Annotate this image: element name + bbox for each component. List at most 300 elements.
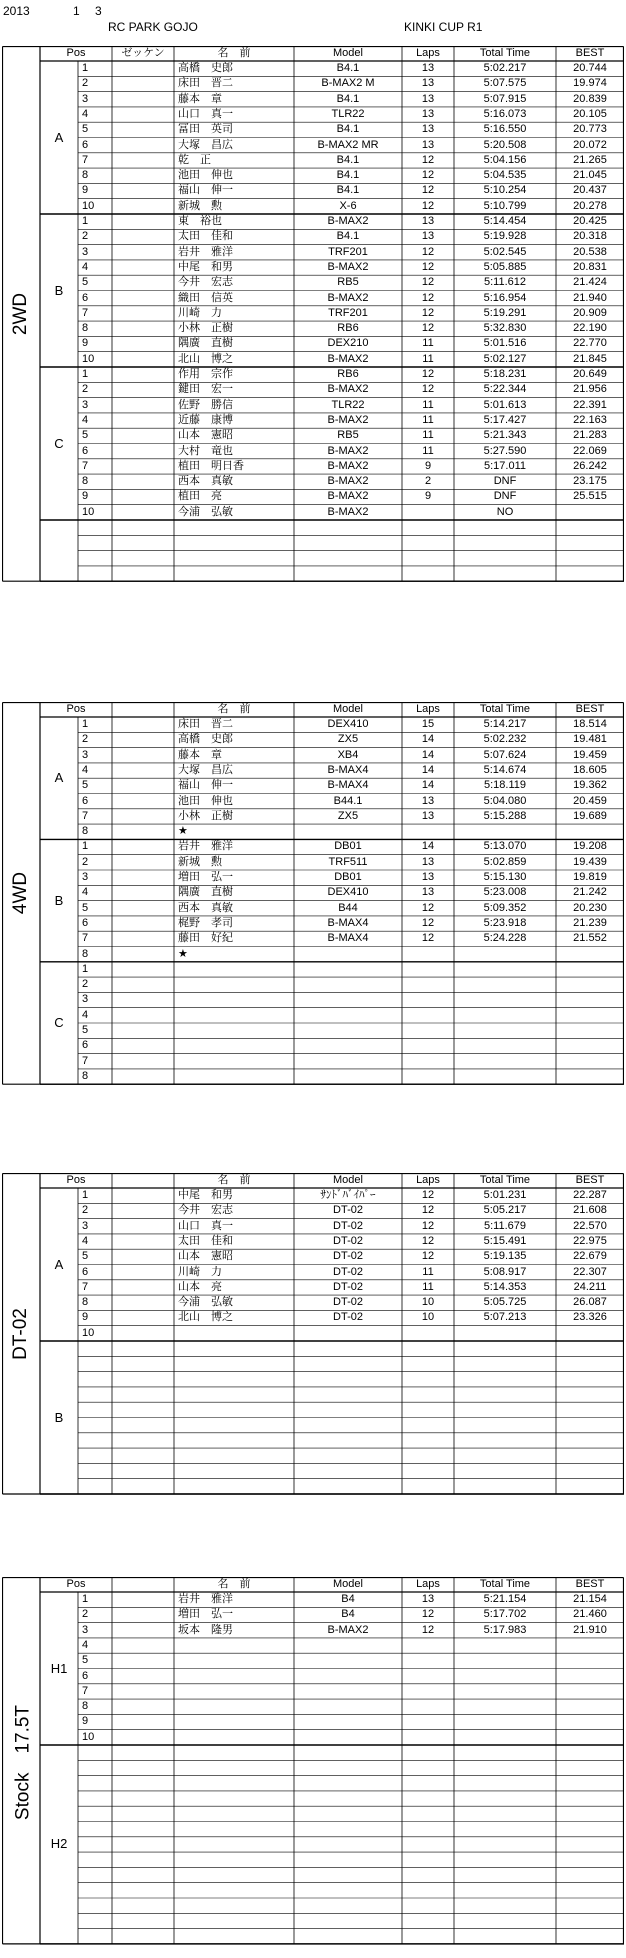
- column-header-pos: Pos: [66, 1578, 86, 1590]
- row-name: 小林 正樹: [178, 322, 233, 335]
- date-month: 1: [73, 4, 80, 18]
- row-model: B4: [341, 1608, 355, 1621]
- row-pos: 1: [82, 215, 89, 227]
- column-header-model: Model: [333, 1174, 363, 1186]
- row-name: 佐野 勝信: [178, 398, 233, 411]
- row-name: 大塚 昌広: [178, 763, 233, 776]
- row-total-time: 5:21.154: [483, 1593, 527, 1605]
- row-model: DT-02: [333, 1311, 363, 1324]
- row-pos: 7: [82, 306, 89, 319]
- row-pos: 5: [82, 276, 89, 289]
- row-best-lap: 21.608: [573, 1204, 607, 1217]
- row-laps: 13: [421, 215, 435, 227]
- row-name: 福山 伸一: [178, 184, 233, 197]
- row-best-lap: 26.242: [573, 459, 607, 472]
- column-header-best: BEST: [575, 1174, 605, 1186]
- heat-label: B: [54, 892, 64, 908]
- row-best-lap: 22.307: [573, 1265, 607, 1278]
- row-pos: 4: [82, 886, 89, 899]
- row-pos: 3: [82, 1623, 89, 1636]
- row-total-time: 5:16.550: [483, 123, 527, 136]
- row-total-time: 5:02.232: [483, 733, 527, 746]
- row-total-time: 5:17.427: [483, 413, 527, 426]
- row-laps: 12: [421, 383, 435, 396]
- row-best-lap: 19.689: [573, 809, 607, 822]
- row-best-lap: 22.069: [573, 444, 607, 457]
- row-pos: 6: [82, 794, 89, 807]
- row-model: B-MAX2: [327, 459, 369, 472]
- row-model: TRF511: [328, 855, 368, 868]
- row-pos: 8: [82, 322, 89, 335]
- row-total-time: 5:22.344: [483, 383, 527, 396]
- row-total-time: 5:17.983: [483, 1623, 527, 1636]
- row-model: B-MAX4: [327, 779, 369, 792]
- row-name: 池田 伸也: [178, 169, 233, 182]
- row-total-time: 5:15.491: [483, 1234, 527, 1247]
- row-total-time: 5:05.725: [483, 1296, 527, 1309]
- column-header-pos: Pos: [66, 1174, 86, 1186]
- row-best-lap: 21.424: [573, 276, 607, 289]
- class-label: 2WD: [10, 292, 31, 335]
- row-name: 植田 亮: [178, 490, 222, 503]
- row-laps: 14: [421, 779, 435, 792]
- row-pos: 8: [82, 947, 89, 960]
- column-header-pos: Pos: [66, 47, 86, 59]
- row-total-time: 5:09.352: [483, 901, 527, 914]
- row-name: 山本 憲昭: [178, 429, 233, 442]
- class-label: Stock 17.5T: [12, 1705, 34, 1821]
- row-best-lap: 22.287: [573, 1189, 607, 1201]
- row-model: B-MAX2: [327, 352, 369, 365]
- row-laps: 10: [421, 1296, 435, 1309]
- row-name: 新城 勲: [178, 199, 222, 212]
- column-header-pos: Pos: [66, 703, 86, 715]
- row-total-time: 5:08.917: [483, 1265, 527, 1278]
- row-pos: 1: [82, 1189, 89, 1201]
- row-total-time: 5:11.679: [483, 1219, 526, 1232]
- heat-label: H2: [50, 1836, 68, 1852]
- row-best-lap: 20.831: [573, 260, 607, 273]
- heat-label: C: [54, 435, 64, 451]
- row-pos: 1: [82, 1593, 89, 1605]
- row-total-time: 5:19.928: [483, 230, 527, 243]
- row-name: 今井 宏志: [178, 1204, 233, 1217]
- row-total-time: 5:05.885: [483, 260, 527, 273]
- class-label: 4WD: [10, 871, 31, 915]
- row-pos: 3: [82, 92, 89, 105]
- row-model: RB6: [337, 322, 359, 335]
- row-name: 織田 信英: [178, 291, 233, 304]
- row-pos: 8: [82, 169, 89, 182]
- row-total-time: 5:16.954: [483, 291, 527, 304]
- row-best-lap: 19.974: [573, 77, 607, 90]
- row-total-time: 5:07.213: [483, 1311, 527, 1324]
- row-laps: 12: [421, 276, 435, 289]
- row-best-lap: 23.326: [573, 1311, 607, 1324]
- row-laps: 12: [421, 368, 435, 380]
- row-best-lap: 21.265: [573, 153, 607, 166]
- row-laps: 12: [421, 199, 435, 212]
- column-header-name: 名 前: [217, 1174, 251, 1186]
- row-model: B-MAX2: [327, 215, 369, 227]
- row-pos: 8: [82, 475, 89, 488]
- row-total-time: 5:11.612: [483, 276, 526, 289]
- row-laps: 12: [421, 1608, 435, 1621]
- row-laps: 13: [421, 809, 435, 822]
- row-total-time: 5:19.135: [483, 1250, 527, 1263]
- row-pos: 8: [82, 1069, 89, 1082]
- row-pos: 2: [82, 383, 89, 396]
- row-pos: 1: [82, 840, 89, 853]
- row-name: 藤本 章: [178, 748, 222, 761]
- row-model: B4: [341, 1593, 355, 1605]
- row-laps: 12: [421, 306, 435, 319]
- row-pos: 7: [82, 809, 89, 822]
- row-laps: 13: [421, 230, 435, 243]
- row-name: 隅廣 直樹: [178, 337, 233, 350]
- row-pos: 5: [82, 1654, 89, 1667]
- row-total-time: 5:02.545: [483, 245, 527, 258]
- row-total-time: 5:14.353: [483, 1280, 527, 1293]
- row-laps: 14: [421, 763, 435, 776]
- row-best-lap: 25.515: [573, 490, 607, 503]
- row-name: 大塚 昌広: [178, 138, 233, 151]
- row-name: ★: [178, 947, 188, 960]
- row-laps: 12: [421, 916, 435, 929]
- class-label: DT-02: [10, 1307, 31, 1360]
- class-section: [2, 46, 624, 581]
- row-best-lap: 23.175: [573, 475, 607, 488]
- row-laps: 15: [421, 718, 435, 730]
- row-total-time: 5:02.859: [483, 855, 527, 868]
- row-best-lap: 21.242: [573, 886, 607, 899]
- row-name: 北山 博之: [178, 352, 233, 365]
- row-pos: 1: [82, 718, 89, 730]
- row-best-lap: 24.211: [573, 1280, 607, 1293]
- row-best-lap: 22.975: [573, 1234, 607, 1247]
- row-best-lap: 20.425: [573, 215, 607, 227]
- row-model: DT-02: [333, 1280, 363, 1293]
- row-total-time: 5:04.156: [483, 153, 527, 166]
- row-total-time: 5:14.674: [483, 763, 527, 776]
- column-header-best: BEST: [575, 703, 605, 715]
- row-name: 増田 弘一: [178, 871, 233, 883]
- row-total-time: 5:20.508: [483, 138, 527, 151]
- row-model: DT-02: [333, 1204, 363, 1217]
- row-best-lap: 22.679: [573, 1250, 607, 1263]
- row-total-time: 5:01.613: [483, 398, 527, 411]
- row-pos: 5: [82, 901, 89, 914]
- column-header-total: Total Time: [479, 703, 531, 715]
- row-laps: 11: [422, 1280, 434, 1293]
- row-laps: 14: [421, 733, 435, 746]
- column-header-laps: Laps: [416, 1174, 440, 1186]
- row-total-time: DNF: [493, 475, 517, 488]
- row-model: B-MAX2: [327, 260, 369, 273]
- row-name: 大村 竜也: [178, 444, 233, 457]
- row-pos: 7: [82, 1684, 89, 1697]
- row-total-time: NO: [496, 505, 514, 518]
- row-total-time: 5:13.070: [483, 840, 527, 853]
- row-model: DEX210: [327, 337, 369, 350]
- row-best-lap: 21.239: [573, 916, 607, 929]
- column-header-total: Total Time: [479, 1578, 531, 1590]
- row-laps: 13: [421, 77, 435, 90]
- row-laps: 9: [424, 490, 432, 503]
- row-pos: 8: [82, 1296, 89, 1309]
- row-pos: 9: [82, 1715, 89, 1728]
- row-pos: 3: [82, 993, 89, 1006]
- row-pos: 8: [82, 825, 89, 838]
- row-pos: 10: [82, 352, 95, 365]
- column-header-total: Total Time: [479, 47, 531, 59]
- row-model: B-MAX2: [327, 505, 369, 518]
- row-name: 山本 亮: [178, 1280, 222, 1293]
- row-model: TLR22: [331, 398, 365, 411]
- row-model: DEX410: [327, 718, 369, 730]
- row-name: 作用 宗作: [178, 368, 233, 380]
- row-total-time: 5:24.228: [483, 932, 527, 945]
- row-pos: 2: [82, 77, 89, 90]
- row-pos: 10: [82, 505, 95, 518]
- row-laps: 14: [421, 840, 435, 853]
- row-total-time: 5:23.918: [483, 916, 527, 929]
- column-header-laps: Laps: [416, 1578, 440, 1590]
- row-best-lap: 21.845: [573, 352, 607, 365]
- row-best-lap: 18.605: [573, 763, 607, 776]
- row-pos: 7: [82, 1054, 89, 1067]
- row-name: 乾 正: [178, 153, 211, 166]
- row-model: DB01: [334, 871, 362, 883]
- row-pos: 1: [82, 368, 89, 380]
- row-model: B4.1: [336, 62, 360, 74]
- row-best-lap: 20.459: [573, 794, 607, 807]
- row-best-lap: 19.459: [573, 748, 607, 761]
- row-laps: 13: [421, 871, 435, 883]
- row-laps: 9: [424, 459, 432, 472]
- row-name: 西本 真敏: [178, 475, 233, 488]
- row-name: 今浦 弘敏: [178, 1296, 233, 1309]
- row-laps: 12: [421, 184, 435, 197]
- row-model: DB01: [334, 840, 362, 853]
- row-pos: 5: [82, 1024, 89, 1036]
- row-name: 岩井 雅洋: [178, 840, 233, 853]
- row-name: 冨田 英司: [178, 123, 233, 136]
- row-pos: 8: [82, 1700, 89, 1713]
- row-pos: 2: [82, 230, 89, 243]
- row-model: B-MAX4: [327, 932, 369, 945]
- row-model: XB4: [337, 748, 359, 761]
- row-best-lap: 20.072: [573, 138, 607, 151]
- row-model: ZX5: [337, 733, 359, 746]
- row-model: DEX410: [327, 886, 369, 899]
- row-name: 近藤 康博: [178, 413, 233, 426]
- row-model: TLR22: [331, 107, 365, 120]
- row-pos: 9: [82, 184, 89, 197]
- row-model: B4.1: [336, 230, 360, 243]
- row-pos: 3: [82, 398, 89, 411]
- row-pos: 6: [82, 444, 89, 457]
- row-pos: 6: [82, 1039, 89, 1052]
- row-model: B-MAX4: [327, 916, 369, 929]
- row-model: B44.1: [333, 794, 363, 807]
- row-laps: 14: [421, 748, 435, 761]
- row-pos: 7: [82, 459, 89, 472]
- row-total-time: 5:15.288: [483, 809, 527, 822]
- row-best-lap: 20.744: [573, 62, 607, 74]
- row-pos: 5: [82, 1250, 89, 1263]
- row-model: TRF201: [328, 306, 368, 319]
- row-total-time: 5:04.535: [483, 169, 527, 182]
- row-laps: 13: [421, 1593, 435, 1605]
- row-pos: 6: [82, 1669, 89, 1682]
- row-name: 小林 正樹: [178, 809, 233, 822]
- row-best-lap: 20.909: [573, 306, 607, 319]
- heat-label: C: [54, 1015, 64, 1030]
- row-laps: 13: [421, 794, 435, 807]
- row-laps: 13: [421, 138, 435, 151]
- row-pos: 2: [82, 1204, 89, 1217]
- row-pos: 6: [82, 1265, 89, 1278]
- column-header-model: Model: [333, 703, 363, 715]
- row-model: B-MAX2: [327, 444, 369, 457]
- heat-label: B: [54, 282, 64, 298]
- row-total-time: 5:18.119: [483, 779, 526, 792]
- date-day: 3: [95, 4, 102, 18]
- row-pos: 5: [82, 123, 89, 136]
- row-name: 岩井 雅洋: [178, 1593, 233, 1605]
- row-laps: 12: [421, 260, 435, 273]
- row-laps: 11: [422, 413, 434, 426]
- heat-label: A: [54, 1256, 64, 1272]
- row-laps: 13: [421, 92, 435, 105]
- row-name: 床田 晋二: [178, 77, 233, 90]
- row-total-time: 5:02.217: [483, 62, 527, 74]
- column-header-name: 名 前: [217, 1578, 251, 1590]
- row-laps: 12: [421, 169, 435, 182]
- row-laps: 13: [421, 107, 435, 120]
- row-name: 山口 真一: [178, 1219, 233, 1232]
- row-pos: 2: [82, 978, 89, 991]
- row-name: 増田 弘一: [178, 1608, 233, 1621]
- row-laps: 11: [422, 398, 434, 411]
- row-model: RB5: [337, 429, 359, 442]
- row-pos: 6: [82, 916, 89, 929]
- row-pos: 3: [82, 871, 89, 883]
- row-laps: 12: [421, 291, 435, 304]
- row-pos: 5: [82, 779, 89, 792]
- row-name: ★: [178, 825, 188, 838]
- row-total-time: 5:07.575: [483, 77, 527, 90]
- heat-label: B: [54, 1409, 64, 1425]
- row-laps: 12: [421, 901, 435, 914]
- row-model: B4.1: [336, 92, 360, 105]
- class-section: [2, 702, 624, 1084]
- row-laps: 13: [421, 123, 435, 136]
- row-total-time: 5:01.516: [483, 337, 527, 350]
- row-laps: 12: [421, 1234, 435, 1247]
- row-total-time: 5:27.590: [483, 444, 527, 457]
- row-name: 太田 佳和: [178, 230, 233, 243]
- row-pos: 2: [82, 733, 89, 746]
- row-model: B4.1: [336, 184, 360, 197]
- row-name: 中尾 和男: [178, 1189, 233, 1201]
- row-name: 藤本 章: [178, 92, 222, 105]
- row-model: RB5: [337, 276, 359, 289]
- row-pos: 6: [82, 291, 89, 304]
- row-total-time: 5:16.073: [483, 107, 527, 120]
- column-header-best: BEST: [575, 47, 605, 59]
- row-best-lap: 20.278: [573, 199, 607, 212]
- row-name: 高橋 史郎: [178, 62, 233, 74]
- row-pos: 1: [82, 962, 89, 975]
- heat-label: A: [54, 770, 64, 786]
- row-total-time: 5:15.130: [483, 871, 527, 883]
- row-laps: 11: [422, 352, 434, 365]
- row-name: 今浦 弘敏: [178, 505, 233, 518]
- column-header-model: Model: [333, 47, 363, 59]
- row-best-lap: 21.910: [573, 1623, 607, 1636]
- row-laps: 10: [421, 1311, 435, 1324]
- row-model: ｻﾝﾄﾞﾊﾞｲﾊﾟｰ: [320, 1189, 376, 1201]
- column-header-name: 名 前: [217, 47, 251, 59]
- row-total-time: 5:05.217: [483, 1204, 527, 1217]
- row-name: 川崎 力: [178, 1265, 222, 1278]
- row-best-lap: 20.649: [573, 368, 607, 380]
- row-total-time: 5:14.217: [483, 718, 527, 730]
- row-best-lap: 20.437: [573, 184, 607, 197]
- row-laps: 12: [421, 1250, 435, 1263]
- row-pos: 4: [82, 260, 89, 273]
- row-name: 池田 伸也: [178, 794, 233, 807]
- row-name: 太田 佳和: [178, 1234, 233, 1247]
- row-pos: 4: [82, 413, 89, 426]
- row-total-time: 5:01.231: [483, 1189, 527, 1201]
- row-best-lap: 20.318: [573, 230, 607, 243]
- row-pos: 4: [82, 1008, 89, 1021]
- row-best-lap: 26.087: [573, 1296, 607, 1309]
- row-model: DT-02: [333, 1296, 363, 1309]
- row-best-lap: 19.362: [573, 779, 607, 792]
- event-title: KINKI CUP R1: [404, 20, 483, 34]
- row-pos: 4: [82, 107, 89, 120]
- row-name: 高橋 史郎: [178, 733, 233, 746]
- row-laps: 12: [421, 1623, 435, 1636]
- row-total-time: DNF: [493, 490, 517, 503]
- row-model: DT-02: [333, 1219, 363, 1232]
- row-best-lap: 22.391: [573, 398, 607, 411]
- row-best-lap: 19.439: [573, 855, 607, 868]
- row-laps: 11: [422, 1265, 434, 1278]
- column-header-total: Total Time: [479, 1174, 531, 1186]
- row-model: B-MAX2: [327, 475, 369, 488]
- row-pos: 7: [82, 1280, 89, 1293]
- row-total-time: 5:17.702: [483, 1608, 527, 1621]
- column-header-best: BEST: [575, 1578, 605, 1590]
- row-model: B4.1: [336, 153, 360, 166]
- row-laps: 11: [422, 337, 434, 350]
- row-name: 坂本 隆男: [178, 1623, 233, 1636]
- row-best-lap: 22.570: [573, 1219, 607, 1232]
- row-model: RB6: [337, 368, 359, 380]
- row-total-time: 5:10.254: [483, 184, 527, 197]
- row-pos: 4: [82, 763, 89, 776]
- row-pos: 6: [82, 138, 89, 151]
- date-year: 2013: [3, 4, 30, 18]
- row-best-lap: 20.105: [573, 107, 607, 120]
- row-laps: 12: [421, 1204, 435, 1217]
- column-header-name: 名 前: [217, 703, 251, 715]
